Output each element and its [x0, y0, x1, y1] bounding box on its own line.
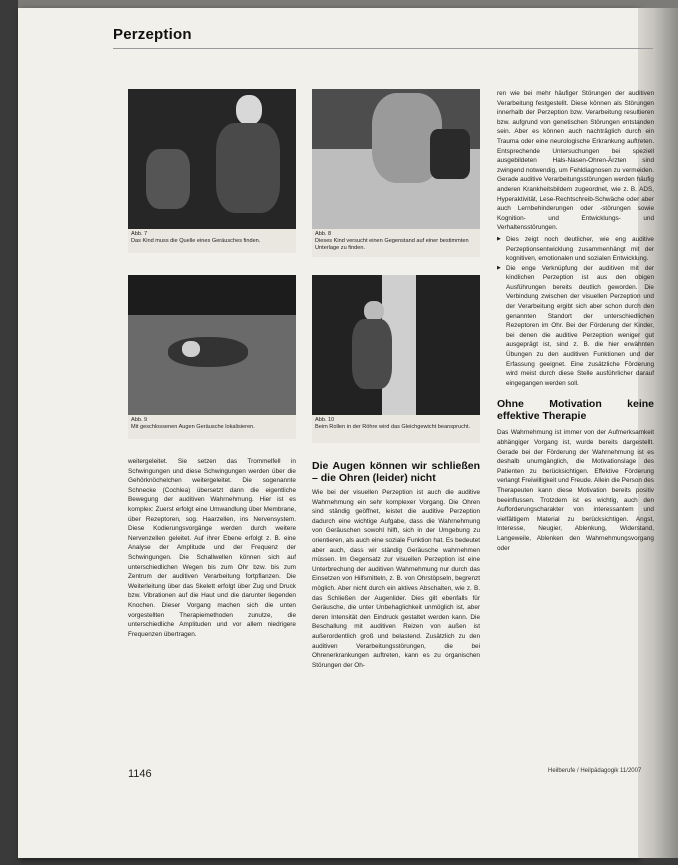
section-heading: Die Augen können wir schließen – die Ohren (leider) nicht — [312, 460, 480, 484]
body-paragraph: Das Wahrnehmung ist immer von der Aufmerksamkeit abhängiger Vorgang ist, wurde bereits dargestellt. Gerade bei der Förderung der Wahrnehmung ist es deshalb unumgänglich, die Motivationslage des Patienten zu berücksichtigen. Effektive Förderung verlangt Freiwilligkeit und Freude. Allein die Person des Therapeuten kann diese Motivation bereits positiv beeinflussen. Trotzdem ist es wichtig, auch den Aufforderungscharakter von interessantem und vielfältigem Material zu berücksichtigen. Angst, Interesse, Neugier, Ablenkung, Widerstand, Langeweile, Ablenken den Wahrnehmungsvorgang oder — [497, 429, 655, 552]
text-column-2 — [312, 460, 480, 750]
figure-7-caption: Abb. 7 Das Kind muss die Quelle eines Geräusches finden. — [128, 229, 296, 253]
section-title: Perzeption — [113, 26, 192, 43]
bullet-item: ▶ Dies zeigt noch deutlicher, wie eng auditive Perzeptionsentwicklung zusammenhängt mit der kognitiven, emotionalen und sozialen Entwicklung. — [497, 235, 654, 264]
figure-9-caption: Abb. 9 Mit geschlossenen Augen Geräusche lokalisieren. — [128, 415, 296, 439]
body-paragraph: weitergeleitet. Sie setzen das Trommelfell in Schwingungen und diese Schwingungen werden über die Gehörknöchelchen weitergeleitet. Die sogenannte Schnecke (Cochlea) übersetzt dann die eigentliche Bewegung der auditiven Wahrnehmung. Hier ist es komplex: Zuerst erfolgt eine Umwandlung über Membrane, über Rezeptoren, sog. Haarzellen, ins Nervensystem. Diese Kodierungsvorgänge werden durch weitere Nervenzellen geleitet. Auf ihrer Ebene erfolgt z. B. eine Analyse der Amplitude und der Frequenz der Schwingungen. Die Schallwellen können sich auf unterschiedlichen Wegen bis zum Ohr bzw. bis zum Zentrum der auditiven Verarbeitung fortpflanzen. Die Weiterleitung über das Skelett erfolgt über Zug und Druck bzw. Vibrationen auf die Haut und die darunter liegenden Knochen. Dieser Vorgang machen sich die unten vorgestellten Therapiemethoden zunutze, die unterschiedliche Amplituden und vor allem niedrigere Frequenzen übertragen. — [128, 458, 296, 638]
body-paragraph: Wie bei der visuellen Perzeption ist auch die auditive Wahrnehmung ein sehr komplexer Vorgang. Die Ohren sind ständig geöffnet, leistet die auditive Perzeption dadurch eine wichtige Aufgabe, dass die Wahrnehmung von Geräuschen sowohl hilft, sich in der Umgebung zu orientieren, als auch eine soziale Funktion hat. Es bedeutet aber auch, dass wir ständig Geräusche wahrnehmen müssen. Im Gegensatz zur visuellen Perzeption ist eine Unterbrechung der auditiven Wahrnehmung nur durch das Einsetzen von Hilfsmitteln, z. B. von Ohrstöpseln, begrenzt möglich. Aber nicht durch ein aktives Abschalten, wie z. B. das Schließen der Augenlider. Dies gilt ebenfalls für Geräusche, die unter Unbehaglichkeit unmöglich ist, aber deren Intensität den Eindruck gestaltet werden kann. Die Beschallung mit auditiven Reizen von außen ist außerordentlich groß und belastend. Zusätzlich zu den auditiven Verarbeitungsstörungen, die bei Ohrenerkrankungen auftreten, kann es zu organischen Störungen der Oh- — [312, 489, 480, 669]
figure-7-photo — [128, 89, 296, 229]
figure-9-photo — [128, 275, 296, 415]
figure-10-caption: Abb. 10 Beim Rollen in der Röhre wird das Gleichgewicht beansprucht. — [312, 415, 480, 443]
journal-reference: Heilberufe / Heilpädagogik 11/2007 — [548, 768, 642, 774]
bullet-item: ▶ Die enge Verknüpfung der auditiven mit der kindlichen Perzeption ist aus den obigen Ausführungen bereits deutlich geworden. Die Verbindung zwischen der visuellen Perzeption und der Verarbeitung ergibt sich aber schon durch den genannten Standort der unterschiedlichen Rezeptoren im Ohr. Bei der Förderung der Kinder, bei denen die auditive Perzeption weniger gut ausgeprägt ist, sind z. B. die hier erwähnten Übungen zu den auditiven Funktionen und der Erfassung geeignet. Eine zusätzliche Förderung wird meist durch diese Stelle ausführlicher darauf eingegangen werden soll. — [497, 264, 654, 389]
section-heading: Ohne Motivation keine effektive Therapie — [497, 398, 654, 423]
header-rule — [113, 48, 653, 49]
figure-10-photo — [312, 275, 480, 415]
text-column-1 — [128, 457, 296, 747]
body-paragraph: ren wie bei mehr häufiger Störungen der auditiven Verarbeitung festgestellt. Diese können als Störungen innerhalb der Perzeption bzw. Verarbeitung resultieren bzw. aufgrund von genetischen Störungen entstanden sein. Aber es können auch nachträglich durch ein Trauma oder eine neurologische Erkrankung auftreten. Entsprechende Untersuchungen bei speziell ausgebildeten Hals-Nasen-Ohren-Ärzten sind zwingend notwendig, um Fehldiagnosen zu vermeiden. Gerade auditive Verarbeitungsstörungen werden häufig anderen Krankheitsbildern zugeordnet, wie z. B. ADS, Hyperaktivität, Lese-Rechtschreib-Schwäche oder aber auch Lernbehinderungen oder -störungen sowie Kognition- und Entwicklungs- und Verhaltensstörungen. — [497, 90, 654, 232]
figure-8-caption: Abb. 8 Dieses Kind versucht einen Gegenstand auf einer bestimmten Unterlage zu finden. — [312, 229, 480, 257]
page-number: 1146 — [128, 768, 152, 780]
figure-8-photo — [312, 89, 480, 229]
text-column-3 — [497, 89, 654, 749]
